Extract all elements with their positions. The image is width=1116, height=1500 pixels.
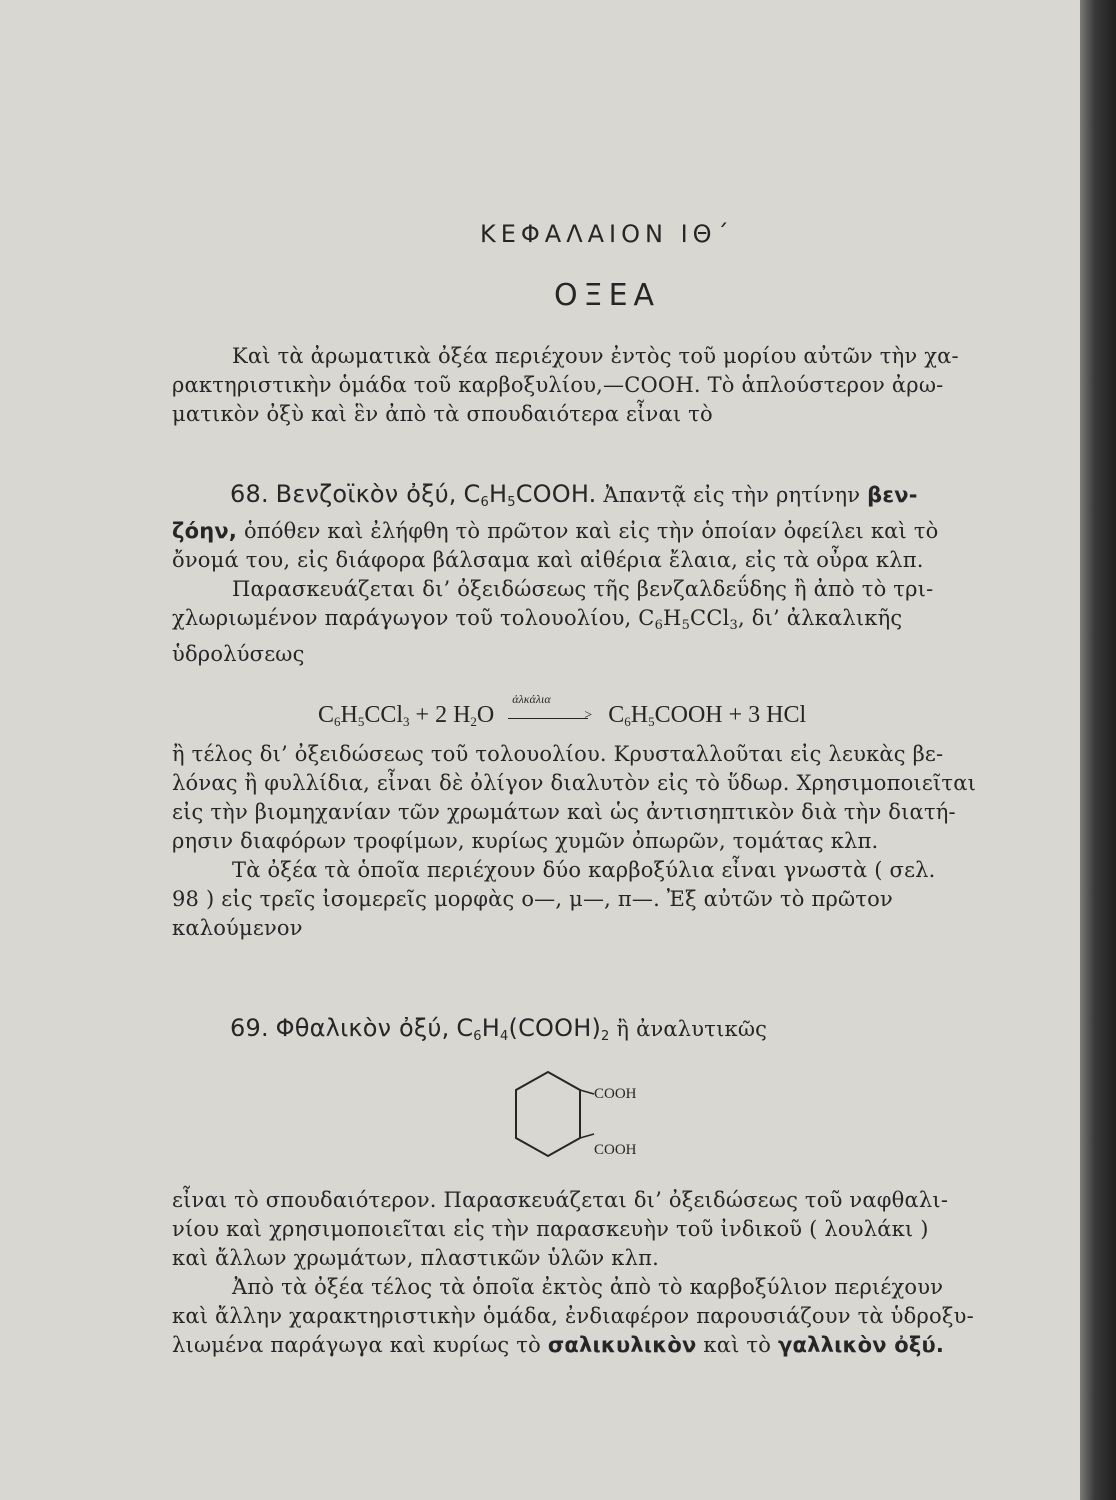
formula: $C_6H_4(COOH)_2$ xyxy=(456,1014,610,1044)
bold-term: γαλλικὸν ὀξύ. xyxy=(777,1333,945,1357)
carboxyl-group-label: COOH xyxy=(594,1142,637,1158)
chapter-title: ΟΞΕΑ xyxy=(554,278,661,313)
text-line: ρακτηριστικὴν ὁμάδα τοῦ καρβοξυλίου,—COOH. Τὸ ἁπλούστερον ἀρω- xyxy=(172,373,944,397)
reaction-arrow: ἀλκάλια > xyxy=(508,700,594,724)
section-number: 68. xyxy=(230,480,269,508)
text-line xyxy=(172,517,939,546)
reaction-equation: $C_6H_5CCl_3 + 2$ $H_2O$ ἀλκάλια > $C_6H_5COOH + 3$ HCl xyxy=(318,692,807,729)
section-number: 69. xyxy=(230,1014,269,1042)
text-line: ρησιν διαφόρων τροφίμων, κυρίως χυμῶν ὀπωρῶν, τομάτας κλπ. xyxy=(172,829,879,853)
text-line: Ἀπὸ τὰ ὀξέα τέλος τὰ ὁποῖα ἐκτὸς ἀπὸ τὸ καρβοξύλιον περιέχουν xyxy=(232,1275,944,1299)
text-line: ματικὸν ὀξὺ καὶ ἓν ἀπὸ τὰ σπουδαιότερα εἶναι τὸ xyxy=(172,402,713,426)
formula: $C_6H_5COOH$. xyxy=(463,480,597,510)
section-68-heading-line xyxy=(172,480,939,517)
bold-term: ζόην, xyxy=(172,519,238,543)
text-line: ὄνομά του, εἰς διάφορα βάλσαμα καὶ αἰθέρια ἔλαια, εἰς τὰ οὖρα κλπ. xyxy=(172,548,924,572)
section-68 xyxy=(172,480,939,669)
text-line: Καὶ τὰ ἀρωματικὰ ὀξέα περιέχουν ἐντὸς τοῦ μορίου αὐτῶν τὴν χα- xyxy=(232,344,959,368)
text-span: ἢ ἀναλυτικῶς xyxy=(616,1017,768,1041)
text-line: καὶ ἄλλων χρωμάτων, πλαστικῶν ὑλῶν κλπ. xyxy=(172,1246,659,1270)
bond-line xyxy=(580,1090,594,1094)
paragraph-uses xyxy=(172,740,976,943)
bold-term: βεν- xyxy=(867,483,918,507)
chapter-heading: ΚΕΦΑΛΑΙΟΝ ΙΘ΄ xyxy=(480,220,734,248)
text-line: εἰς τὴν βιομηχανίαν τῶν χρωμάτων καὶ ὡς ἀντισηπτικὸν διὰ τὴν διατή- xyxy=(172,800,956,824)
text-line: Τὰ ὀξέα τὰ ὁποῖα περιέχουν δύο καρβοξύλια εἶναι γνωστὰ ( σελ. xyxy=(232,858,936,882)
text-span: ὁπόθεν καὶ ἐλήφθη τὸ πρῶτον καὶ εἰς τὴν ὁποίαν ὀφείλει καὶ τὸ xyxy=(243,519,939,543)
text-span: Ἀπαντᾷ εἰς τὴν ρητίνην xyxy=(603,483,861,507)
text-line: 98 ) εἰς τρεῖς ἰσομερεῖς μορφὰς ο—, μ—, π—. Ἐξ αὐτῶν τὸ πρῶτον xyxy=(172,887,893,911)
section-name: Φθαλικὸν ὀξύ, xyxy=(275,1014,450,1042)
closing-paragraphs xyxy=(172,1186,974,1360)
text-line: νίου καὶ χρησιμοποιεῖται εἰς τὴν παρασκευὴν τοῦ ἰνδικοῦ ( λουλάκι ) xyxy=(172,1217,929,1241)
text-line: εἶναι τὸ σπουδαιότερον. Παρασκευάζεται δι’ ὀξειδώσεως τοῦ ναφθαλι- xyxy=(172,1188,949,1212)
bond-line xyxy=(580,1134,594,1138)
bold-term: σαλικυλικὸν xyxy=(547,1333,697,1357)
text-line: Παρασκευάζεται δι’ ὀξειδώσεως τῆς βενζαλδεΰδης ἢ ἀπὸ τὸ τρι- xyxy=(232,577,934,601)
arrow-label: ἀλκάλια xyxy=(512,692,551,706)
benzene-ring xyxy=(516,1072,580,1156)
carboxyl-group-label: COOH xyxy=(594,1086,637,1102)
page-edge-shadow xyxy=(1080,0,1116,1500)
phthalic-acid-structure xyxy=(508,1068,688,1178)
text-line: καλούμενον xyxy=(172,916,303,940)
text-line: λιωμένα παράγωγα καὶ κυρίως τὸ σαλικυλικὸν καὶ τὸ γαλλικὸν ὀξύ. xyxy=(172,1333,945,1357)
text-line: χλωριωμένον παράγωγον τοῦ τολουολίου, $C_6H_5CCl_3$, δι’ ἀλκαλικῆς xyxy=(172,606,903,633)
text-line: ἢ τέλος δι’ ὀξειδώσεως τοῦ τολουολίου. Κρυσταλλοῦται εἰς λευκὰς βε- xyxy=(172,742,944,766)
text-line: ὑδρολύσεως xyxy=(172,642,305,666)
section-name: Βενζοϊκὸν ὀξύ, xyxy=(275,480,457,508)
text-line: λόνας ἢ φυλλίδια, εἶναι δὲ ὀλίγον διαλυτὸν εἰς τὸ ὕδωρ. Χρησιμοποιεῖται xyxy=(172,771,977,795)
intro-paragraph xyxy=(172,342,959,429)
section-69-heading-line xyxy=(230,1014,767,1051)
text-line: καὶ ἄλλην χαρακτηριστικὴν ὁμάδα, ἐνδιαφέρον παρουσιάζουν τὰ ὑδροξυ- xyxy=(172,1304,974,1328)
